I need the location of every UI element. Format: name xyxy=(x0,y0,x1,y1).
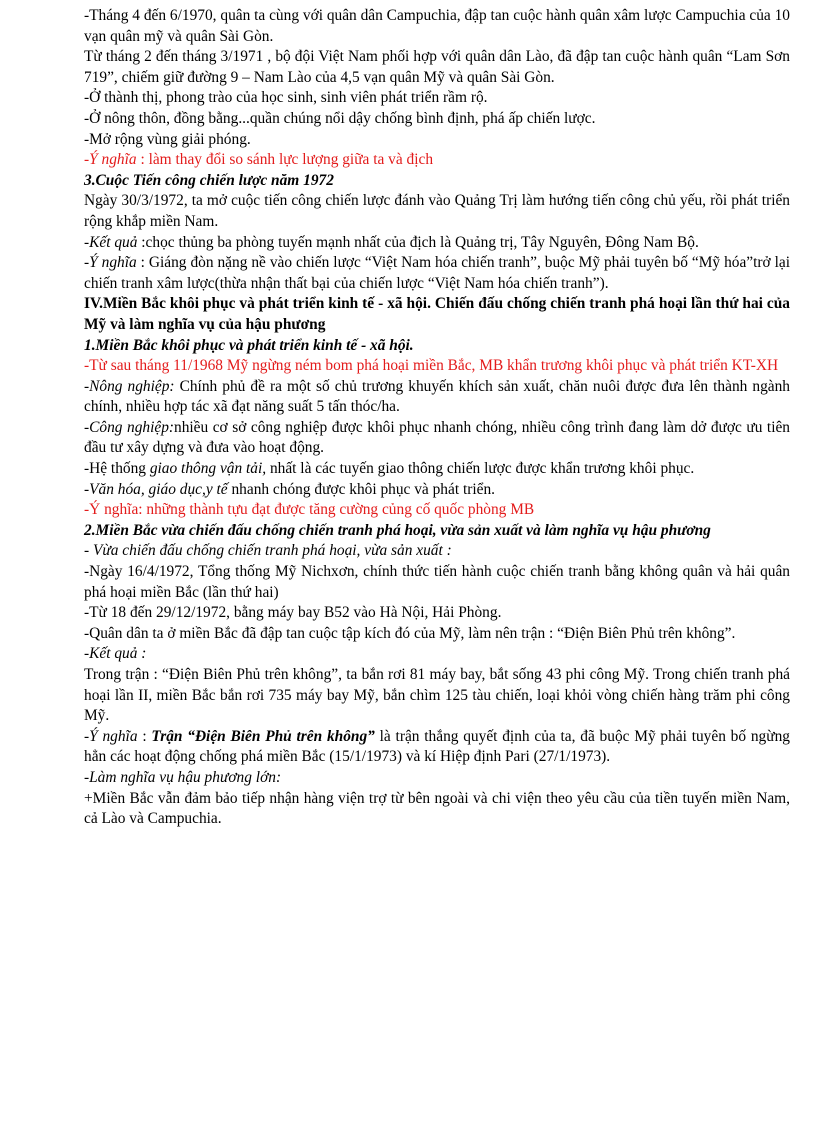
paragraph-fight-produce: - Vừa chiến đấu chống chiến tranh phá hoại, vừa sản xuất : xyxy=(84,542,452,560)
paragraph-rural-movement: -Ở nông thôn, đồng bằng...quần chúng nổi dậy chống bình định, phá ấp chiến lược. xyxy=(84,109,596,127)
paragraph-culture xyxy=(84,480,790,501)
paragraph-lam-son-719: Từ tháng 2 đến tháng 3/1971 , bộ đội Việt Nam phối hợp với quân dân Lào, đã đập tan cuộc hành quân “Lam Sơn 719”, chiếm giữ đường 9 – Nam Lào của 4,5 vạn quân Mỹ và quân Sài Gòn. xyxy=(84,48,790,86)
emphasis-battle-name: Trận “Điện Biên Phủ trên không” xyxy=(151,727,375,745)
paragraph-cambodia-1970: -Tháng 4 đến 6/1970, quân ta cùng với quân dân Campuchia, đập tan cuộc hành quân xâm lược Campuchia của 10 vạn quân mỹ và quân Sài Gòn. xyxy=(84,7,790,45)
paragraph-significance-1 xyxy=(84,150,790,171)
heading-offensive-1972: 3.Cuộc Tiến công chiến lược năm 1972 xyxy=(84,171,334,189)
label-result-war: -Kết quả : xyxy=(84,645,147,663)
paragraph-industry xyxy=(84,418,790,459)
label-transport: giao thông vận tải, xyxy=(149,460,267,478)
text-result-1972: :chọc thủng ba phòng tuyến mạnh nhất của địch là Quảng trị, Tây Nguyên, Đông Nam Bộ. xyxy=(137,233,699,251)
label-significance-1972: -Ý nghĩa xyxy=(84,254,137,272)
paragraph-significance-war xyxy=(84,727,790,768)
paragraph-quang-tri: Ngày 30/3/1972, ta mở cuộc tiến công chiến lược đánh vào Quảng Trị làm hướng tiến công chủ yếu, rồi phát triển rộng khắp miền Nam. xyxy=(84,192,790,230)
text-agriculture: Chính phủ đề ra một số chủ trương khuyến khích sản xuất, chăn nuôi được đưa lên thành ngành chính, nhiều hợp tác xã đạt năng suất 5 tấn thóc/ha. xyxy=(84,377,790,416)
paragraph-urban-movement: -Ở thành thị, phong trào của học sinh, sinh viên phát triển rầm rộ. xyxy=(84,89,488,107)
label-result-1972: -Kết quả xyxy=(84,233,138,251)
text-significance-1972: : Giáng đòn nặng nề vào chiến lược “Việt Nam hóa chiến tranh”, buộc Mỹ phải tuyên bố “Mỹ hóa”trở lại chiến tranh xâm lược(thừa nhận thất bại của chiến lược “Việt Nam hóa chiến tranh”). xyxy=(84,254,790,292)
label-significance-1: -Ý nghĩa xyxy=(84,151,137,169)
label-significance-war: -Ý nghĩa xyxy=(84,727,138,745)
document-page xyxy=(84,6,790,830)
paragraph-result-war: Trong trận : “Điện Biên Phủ trên không”, ta bắn rơi 81 máy bay, bắt sống 43 phi công Mỹ. Trong chiến tranh phá hoại lần II, miền Bắc bắn rơi 735 máy bay Mỹ, bắn chìm 125 tàu chiến, loại khỏi vòng chiến hàng trăm phi công Mỹ. xyxy=(84,666,790,725)
paragraph-significance-1972 xyxy=(84,253,790,294)
label-rear-duty: -Làm nghĩa vụ hậu phương lớn: xyxy=(84,768,282,786)
paragraph-liberated-zone: -Mở rộng vùng giải phóng. xyxy=(84,130,251,148)
heading-section-iv: IV.Miền Bắc khôi phục và phát triển kinh tế - xã hội. Chiến đấu chống chiến tranh phá hoại lần thứ hai của Mỹ và làm nghĩa vụ của hậu phương xyxy=(84,295,790,333)
label-culture: -Văn hóa, giáo dục,y tế xyxy=(84,480,228,498)
text-significance-1: : làm thay đổi so sánh lực lượng giữa ta và địch xyxy=(136,151,434,169)
paragraph-dien-bien-phu-air: -Quân dân ta ở miền Bắc đã đập tan cuộc tập kích đó của Mỹ, làm nên trận : “Điện Biên Phủ trên không”. xyxy=(84,624,736,642)
paragraph-transport xyxy=(84,459,790,480)
paragraph-b52-raid: -Từ 18 đến 29/12/1972, bằng máy bay B52 vào Hà Nội, Hải Phòng. xyxy=(84,604,502,622)
text-significance-war: là trận thắng quyết định của ta, đã buộc Mỹ phải tuyên bố ngừng hẳn các hoạt động chống phá miền Bắc (15/1/1973) và kí Hiệp định Pari (27/1/1973). xyxy=(84,727,790,766)
separator-significance-war: : xyxy=(137,727,152,745)
prefix-transport: -Hệ thống xyxy=(84,460,150,478)
paragraph-result-1972 xyxy=(84,233,790,254)
text-industry: nhiều cơ sở công nghiệp được khôi phục nhanh chóng, nhiều công trình đang làm dở được ưu tiên đầu tư xây dựng và đưa vào hoạt động. xyxy=(84,418,790,457)
heading-north-fight: 2.Miền Bắc vừa chiến đấu chống chiến tranh phá hoại, vừa sản xuất và làm nghĩa vụ hậu phương xyxy=(84,521,711,539)
paragraph-bombing-halt: -Từ sau tháng 11/1968 Mỹ ngừng ném bom phá hoại miền Bắc, MB khẩn trương khôi phục và phát triển KT-XH xyxy=(84,357,779,375)
label-industry: -Công nghiệp: xyxy=(84,418,175,436)
paragraph-rear-duty: +Miền Bắc vẫn đảm bảo tiếp nhận hàng viện trợ từ bên ngoài và chi viện theo yêu cầu của tiền tuyến miền Nam, cả Lào và Campuchia. xyxy=(84,789,790,828)
label-agriculture: -Nông nghiệp: xyxy=(84,377,175,395)
text-culture: nhanh chóng được khôi phục và phát triển. xyxy=(227,480,495,498)
paragraph-agriculture xyxy=(84,377,790,418)
text-transport: nhất là các tuyến giao thông chiến lược được khẩn trương khôi phục. xyxy=(266,460,695,478)
paragraph-nixon-1972: -Ngày 16/4/1972, Tổng thống Mỹ Nichxơn, chính thức tiến hành cuộc chiến tranh bằng không quân và hải quân phá hoại miền Bắc (lần thứ hai) xyxy=(84,563,790,601)
heading-north-recovery: 1.Miền Bắc khôi phục và phát triển kinh tế - xã hội. xyxy=(84,336,414,354)
paragraph-significance-defense: -Ý nghĩa: những thành tựu đạt được tăng cường củng cố quốc phòng MB xyxy=(84,501,535,519)
